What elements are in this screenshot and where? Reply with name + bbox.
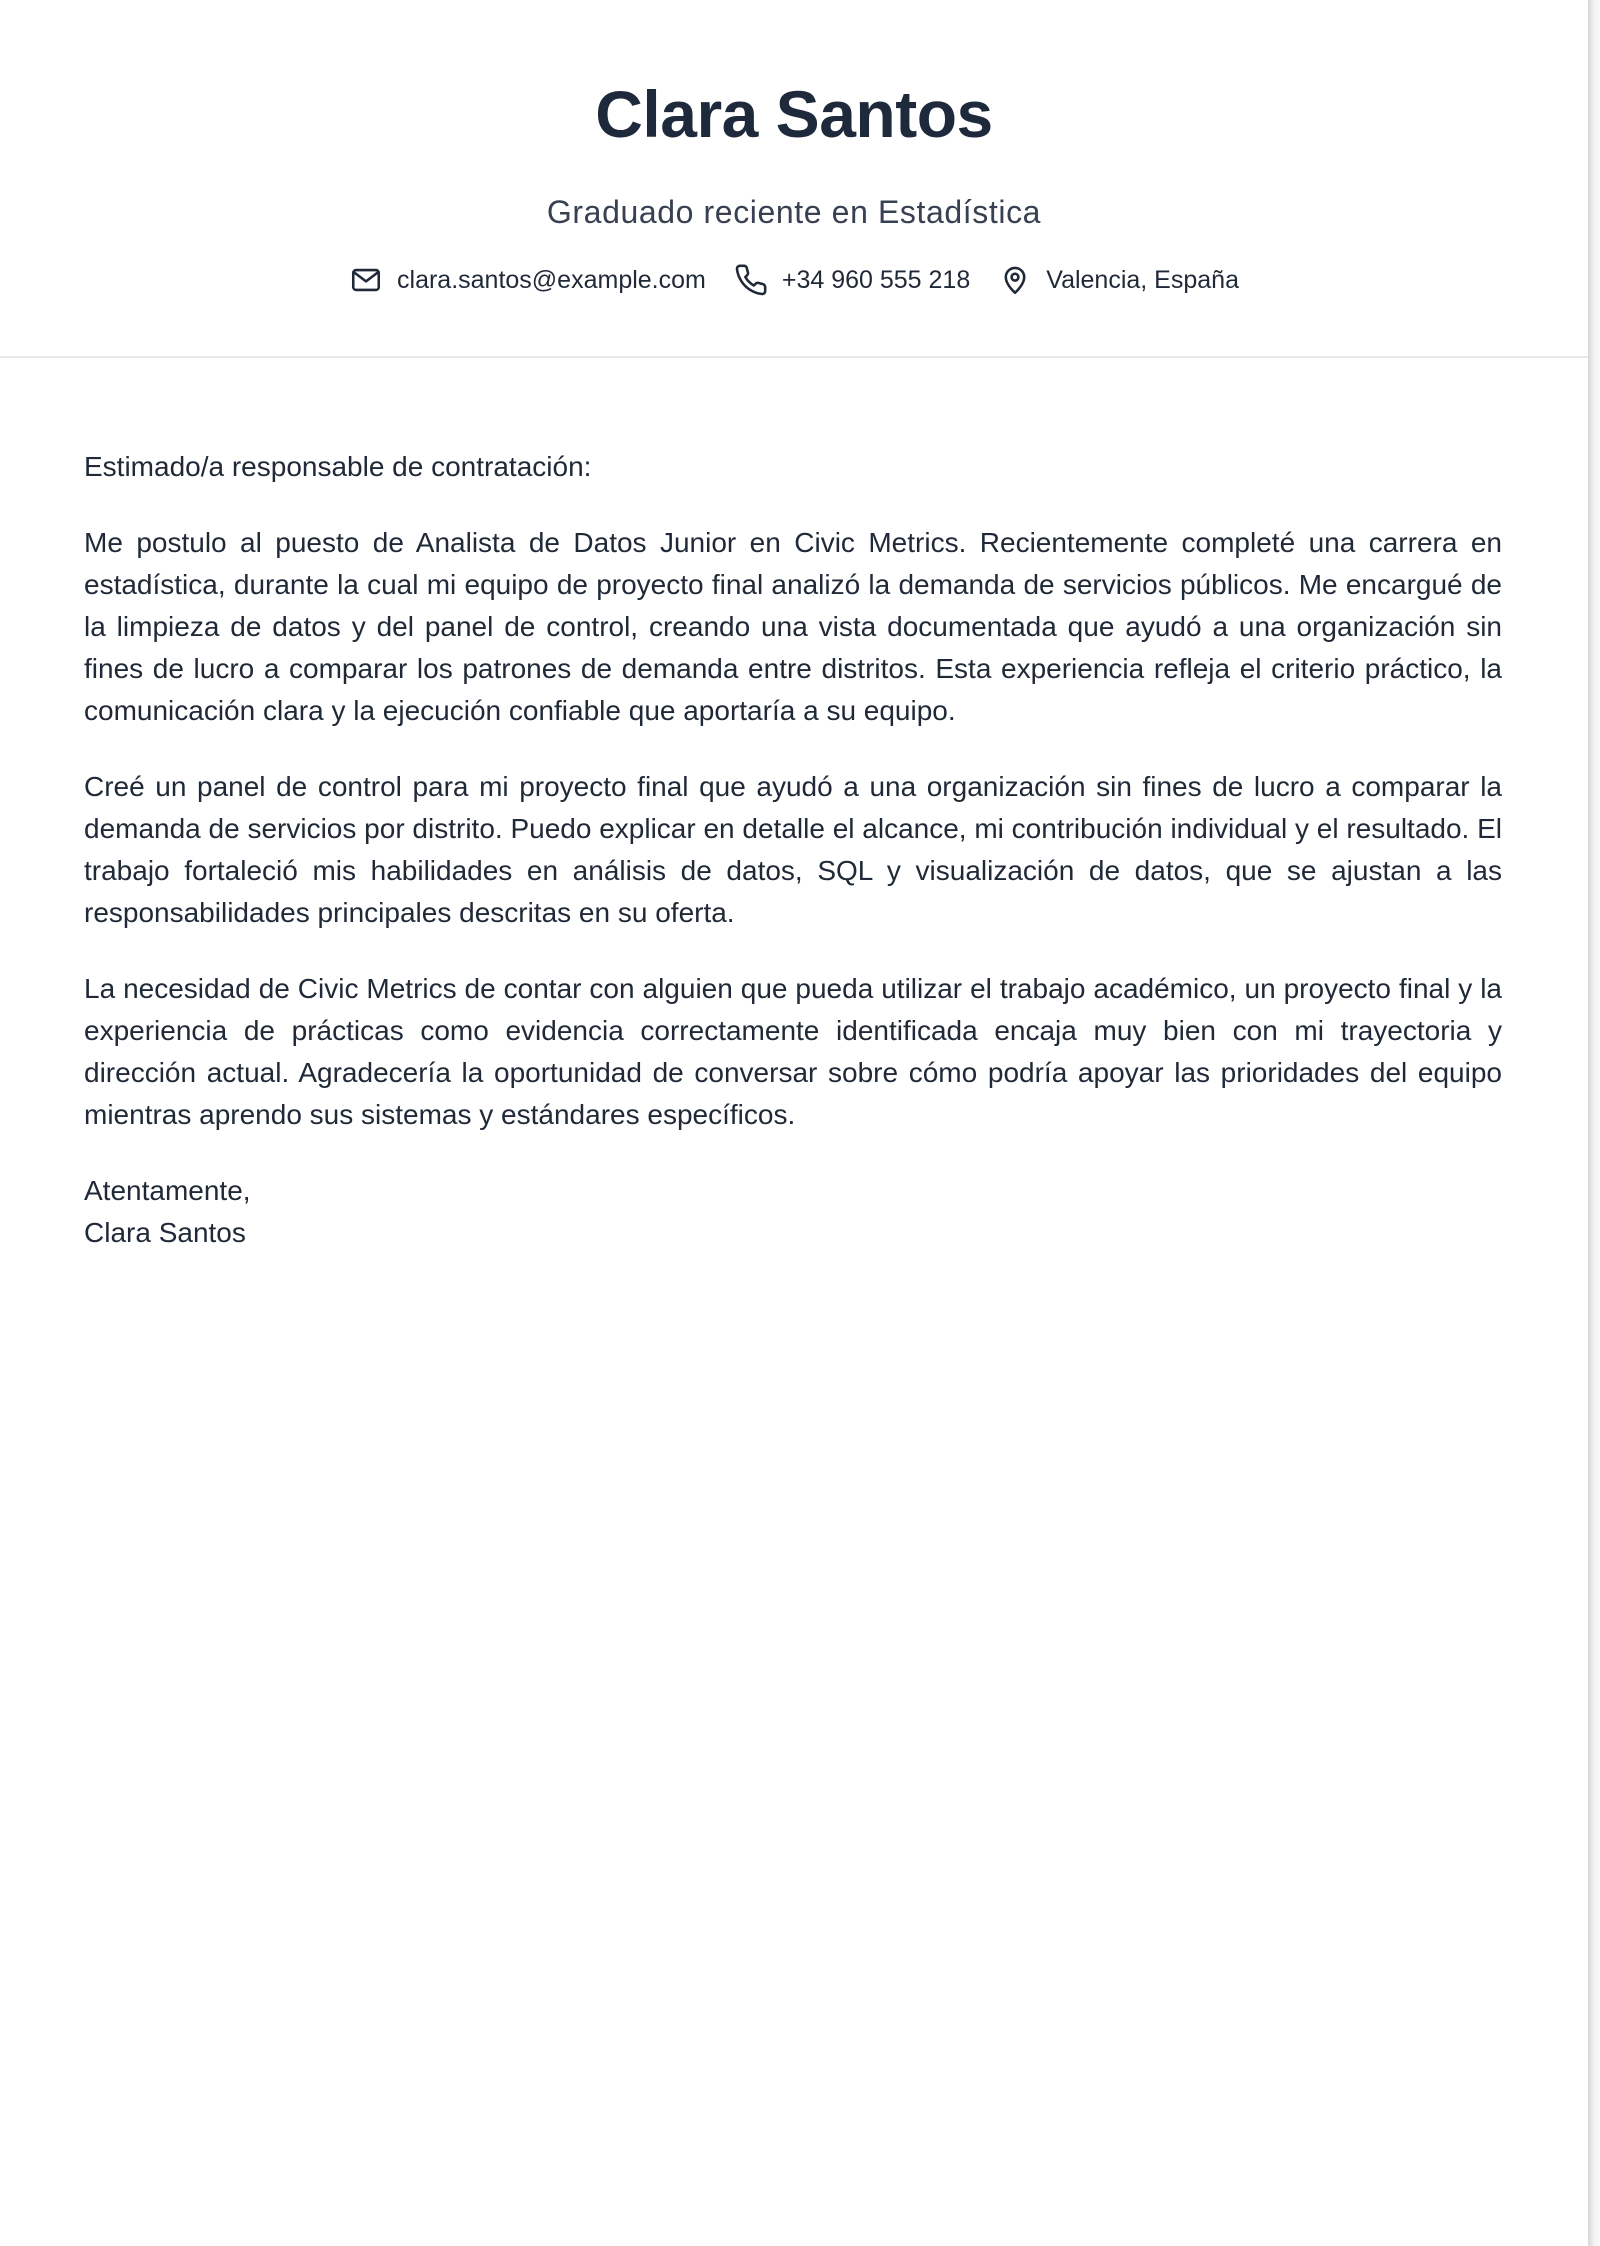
applicant-name: Clara Santos	[595, 77, 993, 151]
signature: Clara Santos	[84, 1217, 246, 1248]
phone-contact[interactable]	[734, 262, 970, 298]
email-text[interactable]: clara.santos@example.com	[397, 266, 706, 294]
page-edge-shadow	[1588, 0, 1600, 2246]
salutation: Estimado/a responsable de contratación:	[84, 451, 592, 482]
location-text: Valencia, España	[1046, 266, 1239, 294]
contact-info	[0, 262, 1588, 298]
applicant-subtitle: Graduado reciente en Estadística	[546, 194, 1042, 230]
phone-text[interactable]: +34 960 555 218	[781, 266, 971, 294]
email-contact[interactable]	[349, 262, 706, 298]
location-pin-icon	[998, 263, 1032, 297]
location-contact	[998, 262, 1239, 298]
letter-body	[84, 446, 1502, 1254]
phone-icon	[734, 263, 768, 297]
mail-icon	[349, 263, 383, 297]
letter-header	[0, 0, 1588, 358]
letter-paragraph: La necesidad de Civic Metrics de contar con alguien que pueda utilizar el trabajo académico, un proyecto final y la experiencia de prácticas como evidencia correctamente identificada encaja muy bien con mi trayectoria y dirección actual. Agradecería la oportunidad de conversar sobre cómo podría apoyar las prioridades del equipo mientras aprendo sus sistemas y estándares específicos.	[84, 973, 1502, 1130]
letter-paragraph: Creé un panel de control para mi proyecto final que ayudó a una organización sin fines de lucro a comparar la demanda de servicios por distrito. Puedo explicar en detalle el alcance, mi contribución individual y el resultado. El trabajo fortaleció mis habilidades en análisis de datos, SQL y visualización de datos, que se ajustan a las responsabilidades principales descritas en su oferta.	[84, 771, 1502, 928]
closing: Atentamente,	[84, 1175, 251, 1206]
letter-paragraph: Me postulo al puesto de Analista de Datos Junior en Civic Metrics. Recientemente completé una carrera en estadística, durante la cual mi equipo de proyecto final analizó la demanda de servicios públicos. Me encargué de la limpieza de datos y del panel de control, creando una vista documentada que ayudó a una organización sin fines de lucro a comparar los patrones de demanda entre distritos. Esta experiencia refleja el criterio práctico, la comunicación clara y la ejecución confiable que aportaría a su equipo.	[84, 527, 1502, 726]
